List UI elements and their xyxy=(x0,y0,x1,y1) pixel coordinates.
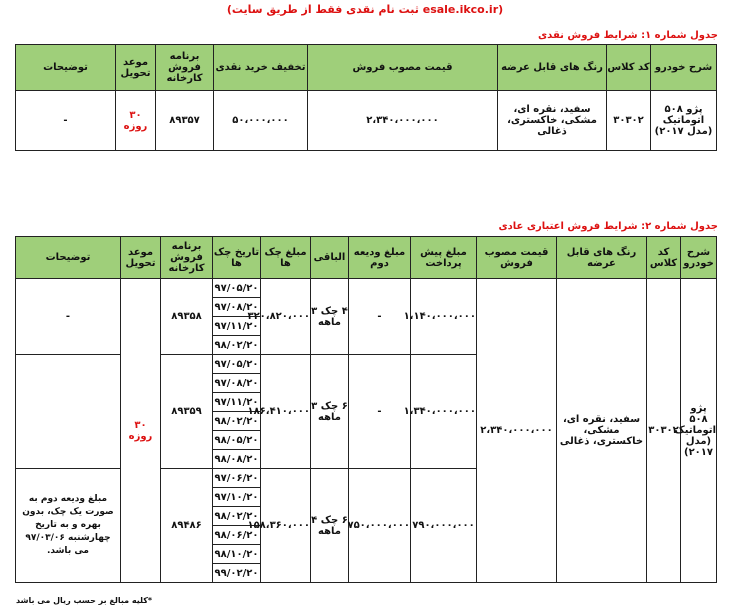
cell-remaining: ۶ چک ۴ ماهه xyxy=(311,469,349,583)
table1-title: جدول شماره ۱: شرایط فروش نقدی xyxy=(538,30,718,41)
cell-prepay: ۱،۳۴۰،۰۰۰،۰۰۰ xyxy=(411,355,477,469)
check-date: ۹۸/۰۲/۲۰ xyxy=(213,507,261,526)
cell-notes: مبلغ ودیعه دوم به صورت یک چک، بدون بهره و به تاریخ چهارشنبه ۹۷/۰۳/۰۶ می باشد. xyxy=(16,469,121,583)
cell-delivery: ۳۰ روزه xyxy=(121,279,161,583)
check-date: ۹۷/۱۱/۲۰ xyxy=(213,393,261,412)
check-date: ۹۸/۰۸/۲۰ xyxy=(213,450,261,469)
check-date: ۹۷/۰۸/۲۰ xyxy=(213,374,261,393)
check-date: ۹۷/۰۶/۲۰ xyxy=(213,469,261,488)
col-model: شرح خودرو xyxy=(651,45,717,91)
cell-price: ۲،۳۴۰،۰۰۰،۰۰۰ xyxy=(477,279,557,583)
col-code: کد کلاس xyxy=(647,237,681,279)
cell-notes: - xyxy=(16,91,116,151)
cell-notes: - xyxy=(16,279,121,355)
cell-prepay: ۷۹۰،۰۰۰،۰۰۰ xyxy=(411,469,477,583)
cell-notes xyxy=(16,355,121,469)
col-check-amount: مبلغ چک ها xyxy=(261,237,311,279)
cell-deposit2: ۷۵۰،۰۰۰،۰۰۰ xyxy=(349,469,411,583)
cell-program: ۸۹۳۵۷ xyxy=(156,91,214,151)
col-check-dates: تاریخ چک ها xyxy=(213,237,261,279)
cell-check-amount: ۱۸۶،۴۱۰،۰۰۰ xyxy=(261,355,311,469)
col-colors: رنگ های قابل عرضه xyxy=(557,237,647,279)
col-program: برنامه فروش کارخانه xyxy=(161,237,213,279)
col-remaining: الباقی xyxy=(311,237,349,279)
col-colors: رنگ های قابل عرضه xyxy=(498,45,607,91)
col-delivery: موعد تحویل xyxy=(121,237,161,279)
check-date: ۹۷/۱۰/۲۰ xyxy=(213,488,261,507)
check-date: ۹۹/۰۲/۲۰ xyxy=(213,564,261,583)
col-price: قیمت مصوب فروش xyxy=(477,237,557,279)
cell-check-amount: ۳۲۰،۸۲۰،۰۰۰ xyxy=(261,279,311,355)
check-date: ۹۸/۰۵/۲۰ xyxy=(213,431,261,450)
cash-sale-table xyxy=(15,44,717,151)
cell-colors: سفید، نقره ای، مشکی، خاکستری، ذغالی xyxy=(498,91,607,151)
col-discount: تخفیف خرید نقدی xyxy=(214,45,308,91)
cell-code: ۳۰۳۰۲ xyxy=(607,91,651,151)
footnote: *کلیه مبالغ بر حسب ریال می باشد xyxy=(16,596,153,605)
col-program: برنامه فروش کارخانه xyxy=(156,45,214,91)
col-prepay: مبلغ پیش پرداخت xyxy=(411,237,477,279)
check-date: ۹۷/۰۵/۲۰ xyxy=(213,355,261,374)
cell-price: ۲،۳۴۰،۰۰۰،۰۰۰ xyxy=(308,91,498,151)
cell-deposit2: - xyxy=(349,279,411,355)
col-notes: توضیحات xyxy=(16,237,121,279)
cell-remaining: ۶ چک ۳ ماهه xyxy=(311,355,349,469)
cell-model: پژو ۵۰۸ اتوماتیک (مدل ۲۰۱۷) xyxy=(651,91,717,151)
cell-model: پژو ۵۰۸ اتوماتیک (مدل ۲۰۱۷) xyxy=(681,279,717,583)
cell-code: ۳۰۳۰۲ xyxy=(647,279,681,583)
table2-title: جدول شماره ۲: شرایط فروش اعتباری عادی xyxy=(498,221,718,232)
cell-remaining: ۴ چک ۳ ماهه xyxy=(311,279,349,355)
col-model: شرح خودرو xyxy=(681,237,717,279)
col-notes: توضیحات xyxy=(16,45,116,91)
header-note: (ثبت نام نقدی فقط از طریق سایت esale.ikco.ir) xyxy=(226,3,504,16)
check-date: ۹۷/۱۱/۲۰ xyxy=(213,317,261,336)
col-deposit2: مبلغ ودیعه دوم xyxy=(349,237,411,279)
check-date: ۹۸/۱۰/۲۰ xyxy=(213,545,261,564)
check-date: ۹۸/۰۲/۲۰ xyxy=(213,336,261,355)
col-price: قیمت مصوب فروش xyxy=(308,45,498,91)
check-date: ۹۷/۰۵/۲۰ xyxy=(213,279,261,298)
credit-sale-table xyxy=(15,236,717,583)
col-code: کد کلاس xyxy=(607,45,651,91)
cell-program: ۸۹۴۸۶ xyxy=(161,469,213,583)
check-date: ۹۷/۰۸/۲۰ xyxy=(213,298,261,317)
cell-colors: سفید، نقره ای، مشکی، خاکستری، ذغالی xyxy=(557,279,647,583)
check-date: ۹۸/۰۲/۲۰ xyxy=(213,412,261,431)
col-delivery: موعد تحویل xyxy=(116,45,156,91)
check-date: ۹۸/۰۶/۲۰ xyxy=(213,526,261,545)
cell-check-amount: ۱۵۸،۳۶۰،۰۰۰ xyxy=(261,469,311,583)
cell-discount: ۵۰،۰۰۰،۰۰۰ xyxy=(214,91,308,151)
cell-prepay: ۱،۱۴۰،۰۰۰،۰۰۰ xyxy=(411,279,477,355)
cell-delivery: ۳۰ روزه xyxy=(116,91,156,151)
cell-program: ۸۹۳۵۹ xyxy=(161,355,213,469)
cell-deposit2: - xyxy=(349,355,411,469)
cell-program: ۸۹۳۵۸ xyxy=(161,279,213,355)
